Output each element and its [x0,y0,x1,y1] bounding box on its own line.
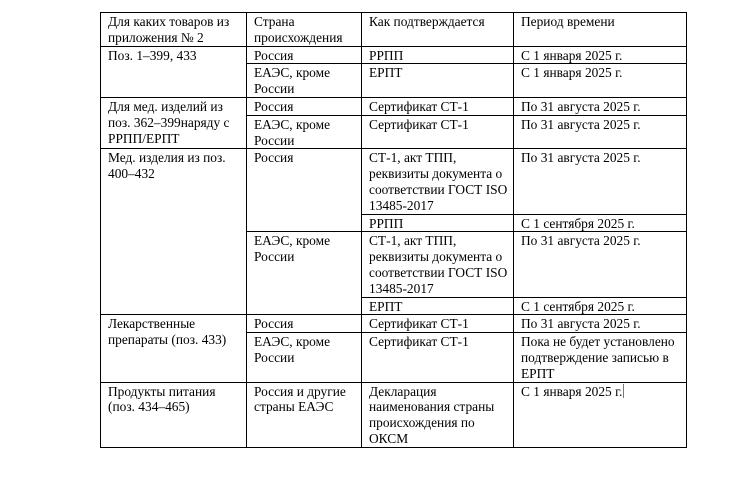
goods-cell: Мед. изделия из поз. 400–432 [101,149,247,315]
period-cell: С 1 сентября 2025 г. [514,214,687,232]
goods-cell: Поз. 1–399, 433 [101,46,247,97]
table-row [101,382,687,447]
country-cell: Россия [247,97,362,115]
period-cell: По 31 августа 2025 г. [514,115,687,149]
period-cell: С 1 января 2025 г. [514,46,687,64]
country-cell: ЕАЭС, кроме России [247,115,362,149]
period-cell: По 31 августа 2025 г. [514,97,687,115]
country-cell: ЕАЭС, кроме России [247,232,362,315]
goods-cell: Лекарственные препараты (поз. 433) [101,315,247,382]
confirmation-cell: РРПП [362,214,514,232]
country-cell: Россия и другие страны ЕАЭС [247,382,362,447]
table-row [101,149,687,214]
country-cell: Россия [247,149,362,232]
table-header-row [101,13,687,47]
confirmation-cell: СТ-1, акт ТПП, реквизиты документа о соответствии ГОСТ ISO 13485-2017 [362,149,514,214]
period-cell: По 31 августа 2025 г. [514,232,687,297]
country-cell: ЕАЭС, кроме России [247,64,362,98]
goods-cell: Для мед. изделий из поз. 362–399наряду с РРПП/ЕРПТ [101,97,247,148]
confirmation-cell: Сертификат СТ-1 [362,315,514,333]
period-cell: С 1 января 2025 г. [514,64,687,98]
table-row [101,97,687,115]
period-cell: По 31 августа 2025 г. [514,149,687,214]
confirmation-cell: ЕРПТ [362,297,514,315]
header-confirmation: Как подтверждается [362,13,514,47]
period-cell: С 1 сентября 2025 г. [514,297,687,315]
header-period: Период времени [514,13,687,47]
period-cell: По 31 августа 2025 г. [514,315,687,333]
confirmation-cell: ЕРПТ [362,64,514,98]
table-row [101,46,687,64]
period-cell: Пока не будет установлено подтверждение записью в ЕРПТ [514,333,687,382]
country-cell: Россия [247,315,362,333]
table-row [101,315,687,333]
country-cell: ЕАЭС, кроме России [247,333,362,382]
header-goods: Для каких товаров из приложения № 2 [101,13,247,47]
confirmation-cell: Сертификат СТ-1 [362,333,514,382]
period-cell[interactable] [514,382,687,447]
text-cursor [623,384,624,398]
goods-cell: Продукты питания (поз. 434–465) [101,382,247,447]
confirmation-cell: СТ-1, акт ТПП, реквизиты документа о соответствии ГОСТ ISO 13485-2017 [362,232,514,297]
header-country: Страна происхождения [247,13,362,47]
confirmation-cell: Сертификат СТ-1 [362,115,514,149]
period-text: С 1 января 2025 г. [521,383,623,399]
confirmation-cell: РРПП [362,46,514,64]
confirmation-cell: Декларация наименования страны происхождения по ОКСМ [362,382,514,447]
confirmation-cell: Сертификат СТ-1 [362,97,514,115]
country-cell: Россия [247,46,362,64]
goods-origin-table [100,12,687,448]
